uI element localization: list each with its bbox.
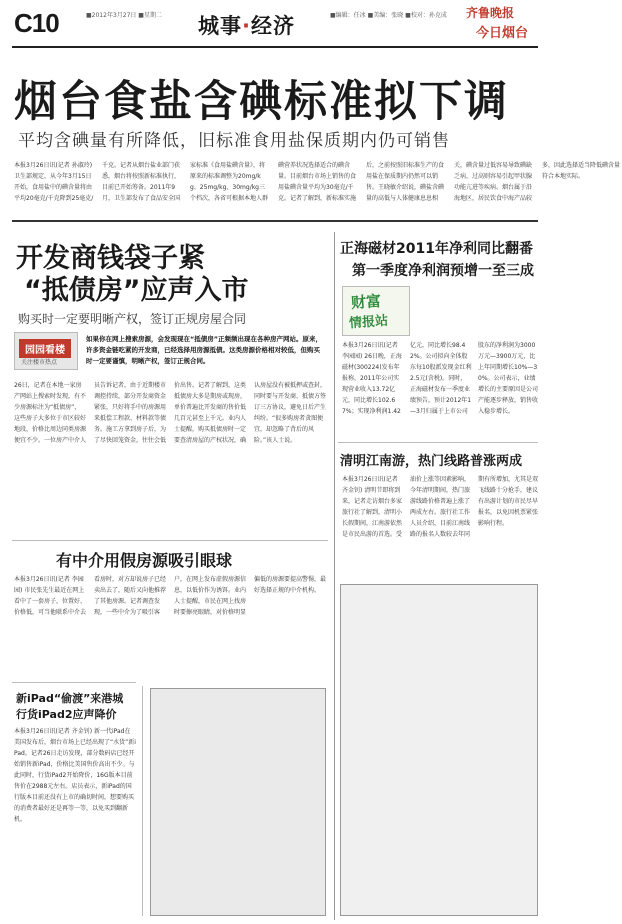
lead-divider: [12, 220, 538, 222]
story-ipad-headline-2: 行货iPad2应声降价: [16, 708, 117, 721]
section-title-a: 城事: [198, 14, 242, 38]
masthead-rule: [12, 46, 538, 48]
lead-subheadline: 平均含碘量有所降低，旧标准食用盐保质期内仍可销售: [18, 131, 450, 151]
story-left-headline-1: 开发商钱袋子紧: [16, 243, 205, 274]
story-magnet-body: 本报3月26日讯(记者 李园园) 26日晚，正海磁材(300224)发布年报称，2011年公司实现营业收入13.72亿元，同比增长102.67%；实现净利润1.42亿元，同比增长98.42%。公司拟向全体股东每10股派发现金红利2.5元(含税)。同时，正海磁材发布一季度业绩预告，预计2012年1—3月归属于上市公司股东的净利润为3000万元—3900万元，比上年同期增长10%—30%。公司表示，业绩增长的主要原因是公司产能逐步释放，销售收入稳步增长。: [342, 342, 539, 415]
reporter-badge-sub: 关注楼市热点: [21, 359, 58, 366]
story-left-intro: 如果你在网上搜索房源，会发现现在“抵债房”正频频出现在各种房产网站。原来，许多资金链吃紧的开发商，已经选择用房源抵债。这类房源价格相对较低，但购买时一定要谨慎，明晰产权，签订正规合同。: [86, 335, 323, 365]
story-ipad-headline-1: 新iPad“偷渡”来港城: [16, 692, 124, 705]
story-divider: [12, 682, 136, 683]
lead-body: 本报3月26日讯(记者 孙淑玲) 卫生部规定，从今年3月15日开始，食用盐中的碘含量将由平均20毫克/千克降到25毫克/千克。记者从烟台盐业部门获悉，烟台将按照新标准执行，目前已开始筹备。2011年9月，卫生部发布了食品安全国家标准《食用盐碘含量》，将原来的标准调整为20mg/kg、25mg/kg、30mg/kg三个档次，各省可根据本地人群碘营养状况选择适合的碘含量。目前烟台市场上销售的食用盐碘含量平均为30毫克/千克。记者了解到，新标准实施后，之前按照旧标准生产的食用盐在保质期内仍然可以销售。王晓敏介绍说，碘盐含碘量的高低与人体健康息息相关，碘含量过低容易导致碘缺乏病，过高则容易引起甲状腺功能亢进等疾病。烟台属于沿海地区，居民饮食中海产品较多，因此选择适当降低碘含量符合本地实际。: [14, 162, 621, 202]
story-left-headline-2: “抵债房”应声入市: [24, 275, 249, 306]
story-ipad-body: 本报3月26日讯(记者 齐金钊) 新一代iPad在美国发布后，烟台市场上已经出现了“水货”新iPad。记者26日走访发现，部分数码店已经开始销售新iPad，价格比美国售价高出不少。与此同时，行货iPad2开始降价，16G版本目前售价在2988元左右。店员表示，新iPad的国行版本目前还没有上市的确切时间，想要购买的消费者最好还是再等一等，以免买到翻新机。: [14, 728, 136, 823]
date-line: ■2012年3月27日 ■星期二: [86, 12, 162, 19]
story-divider: [338, 442, 538, 443]
wealth-info-logo-line2: 情报站: [348, 313, 389, 332]
editor-line: ■编辑：任冰 ■美编：张晓 ■校对：孙克成: [330, 12, 447, 19]
reporter-badge: [14, 332, 78, 370]
story-qingming-headline: 清明江南游，热门线路普涨两成: [340, 454, 523, 469]
page-number: C10: [14, 8, 59, 38]
column-divider: [334, 232, 335, 920]
section-title: [198, 10, 295, 40]
right-ad-area: [340, 584, 538, 916]
masthead: [0, 0, 550, 50]
wealth-info-logo: [342, 286, 410, 336]
section-title-dot: ·: [242, 14, 251, 38]
story-divider: [12, 540, 328, 541]
story-left-subhead: 购买时一定要明晰产权，签订正规房屋合同: [18, 312, 247, 326]
section-title-b: 经济: [250, 14, 295, 38]
column-divider: [142, 686, 143, 916]
story-agency-body: 本报3月26日讯(记者 李园园) 市民张先生最近在网上看中了一套房子，位置好、价格低，可当他联系中介去看房时，对方却说房子已经卖出去了，随后又向他推荐了其他房源。记者调查发现，一些中介为了吸引客户，在网上发布虚假房源信息，以低价作为诱饵。业内人士提醒，市民在网上找房时要擦亮眼睛，对价格明显偏低的房源要提高警惕，最好选择正规的中介机构。: [14, 576, 327, 616]
newspaper-logo: 齐鲁晚报: [466, 6, 515, 20]
story-agency-headline: 有中介用假房源吸引眼球: [56, 551, 233, 570]
ad-photo: [150, 688, 326, 916]
story-magnet-headline-1: 正海磁材2011年净利同比翻番: [340, 241, 533, 257]
newspaper-edition: 今日烟台: [476, 26, 529, 41]
story-qingming-body: 本报3月26日讯(记者 齐金钊) 清明节即将到来，记者走访烟台多家旅行社了解到，清明小长假期间，江南游依然是市民出游的首选。受油价上涨等因素影响，今年清明期间，热门旅游线路价格普遍上涨了两成左右。旅行社工作人员介绍，目前江南线路的报名人数较去年同期有所增加，尤其是双飞线路十分抢手，建议有出游计划的市民尽早报名，以免因机票紧张影响行程。: [342, 476, 539, 538]
reporter-badge-title: 园园看楼: [19, 339, 71, 358]
story-left-body: 26日，记者在本地一家房产网站上搜索时发现，有不少房源标注为“抵债房”，这些房子大多位于市区较好地段，价格比周边同类房源便宜不少。一位房产中介人员告诉记者，由于近期楼市调控持续，部分开发商资金紧张，只好将手中的房源用来抵偿工程款、材料款等债务。施工方拿到房子后，为了尽快回笼资金，往往会低价出售。记者了解到，这类抵债房大多是期房或现房，单价普遍比开发商的售价低几百元甚至上千元。业内人士提醒，购买抵债房时一定要查清房屋的产权状况，确认房屋没有被抵押或查封，同时要与开发商、抵债方签订三方协议，避免日后产生纠纷。“很多购房者贪图便宜，却忽略了背后的风险。”该人士说。: [14, 382, 327, 444]
story-magnet-headline-2: 第一季度净利润预增一至三成: [352, 263, 534, 279]
wealth-info-logo-line1: 财富: [350, 291, 382, 313]
lead-headline: 烟台食盐含碘标准拟下调: [14, 77, 509, 127]
